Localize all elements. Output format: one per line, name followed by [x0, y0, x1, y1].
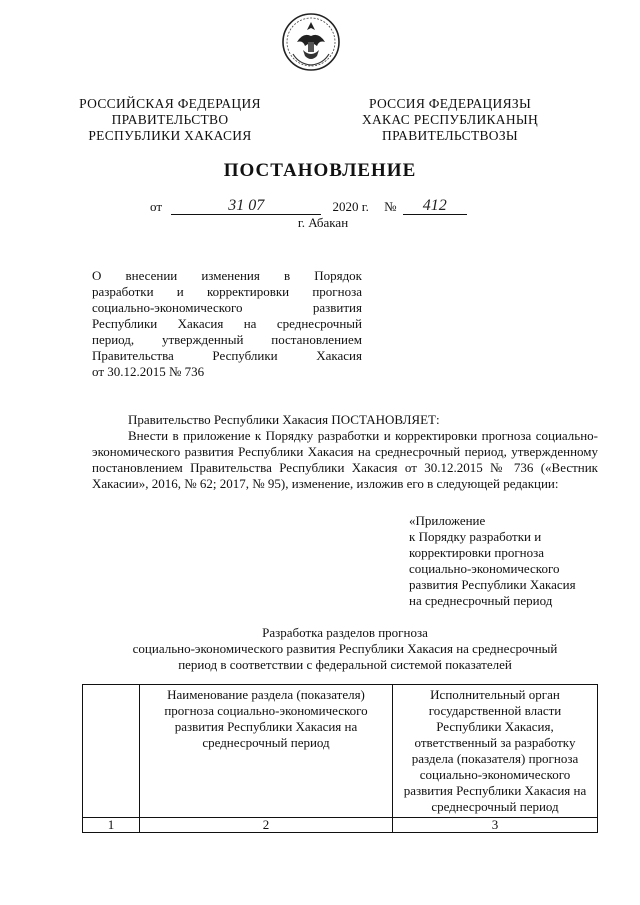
subject-line: разработки и корректировки прогноза — [92, 284, 362, 299]
annex-line: на среднесрочный период — [409, 593, 553, 608]
year-text: 2020 г. — [332, 199, 369, 214]
header-right-line: РОССИЯ ФЕДЕРАЦИЯЗЫ — [368, 96, 532, 111]
subject-block — [92, 268, 362, 380]
header-left-line: РОССИЙСКАЯ ФЕДЕРАЦИЯ — [79, 96, 261, 111]
body-text — [92, 412, 598, 492]
header-left — [70, 96, 270, 144]
city-name: г. Абакан — [297, 215, 349, 230]
table-header-row — [83, 685, 598, 818]
section-title-line: социально-экономического развития Республики Хакасия на среднесрочный — [132, 641, 558, 656]
header-right-line: ПРАВИТЕЛЬСТВОЗЫ — [382, 128, 518, 143]
subject-line: О внесении изменения в Порядок — [92, 268, 362, 283]
table-cell: 1 — [83, 818, 140, 833]
header-right — [352, 96, 548, 144]
header-right-line: ХАКАС РЕСПУБЛИКАНЫҢ — [361, 112, 539, 127]
section-title — [92, 625, 598, 673]
table-cell: 2 — [140, 818, 393, 833]
coat-of-arms-emblem-icon — [281, 12, 341, 72]
handwritten-date: 31 07 — [171, 198, 321, 215]
section-title-line: период в соответствии с федеральной системой показателей — [178, 657, 512, 672]
number-sign: № — [384, 199, 397, 214]
table-row — [83, 818, 598, 833]
subject-line: социально-экономического развития — [92, 300, 362, 315]
date-prefix: от — [150, 199, 163, 214]
table-cell: 3 — [393, 818, 598, 833]
subject-line: от 30.12.2015 № 736 — [92, 364, 205, 379]
annex-line: «Приложение — [409, 513, 486, 528]
subject-line: период, утвержденный постановлением — [92, 332, 362, 347]
subject-line: Правительства Республики Хакасия — [92, 348, 362, 363]
header-left-line: ПРАВИТЕЛЬСТВО — [111, 112, 229, 127]
subject-line: Республики Хакасия на среднесрочный — [92, 316, 362, 331]
preamble: Правительство Республики Хакасия ПОСТАНОВЛЯЕТ: — [128, 412, 440, 427]
header-left-line: РЕСПУБЛИКИ ХАКАСИЯ — [88, 128, 252, 143]
main-paragraph: Внести в приложение к Порядку разработки и корректировки прогноза социально-экономического развития Республики Хакасия на среднесрочный период, утвержденному постановлением Правительства Республики Хакасия от 30.12.2015 № 736 («Вестник Хакасии», 2016, № 62; 2017, № 95), изменение, изложив его в следующей редакции: — [92, 428, 598, 491]
annex-line: развития Республики Хакасия — [409, 577, 576, 592]
document-title: ПОСТАНОВЛЕНИЕ — [223, 160, 417, 181]
table-header-cell — [83, 685, 140, 818]
table-header-cell: Наименование раздела (показателя) прогноза социально-экономического развития Республики Хакасия на среднесрочный период — [140, 685, 393, 818]
annex-line: корректировки прогноза — [409, 545, 545, 560]
annex-line: социально-экономического — [409, 561, 560, 576]
sections-table — [82, 684, 598, 833]
section-title-line: Разработка разделов прогноза — [262, 625, 428, 640]
handwritten-number: 412 — [403, 198, 467, 215]
table-header-cell: Исполнительный орган государственной власти Республики Хакасия, ответственный за разработку раздела (показателя) прогноза социально-экономического развития Республики Хакасия на среднесрочный период — [393, 685, 598, 818]
annex-block — [409, 513, 599, 609]
date-number-row — [150, 198, 467, 215]
annex-line: к Порядку разработки и — [409, 529, 542, 544]
